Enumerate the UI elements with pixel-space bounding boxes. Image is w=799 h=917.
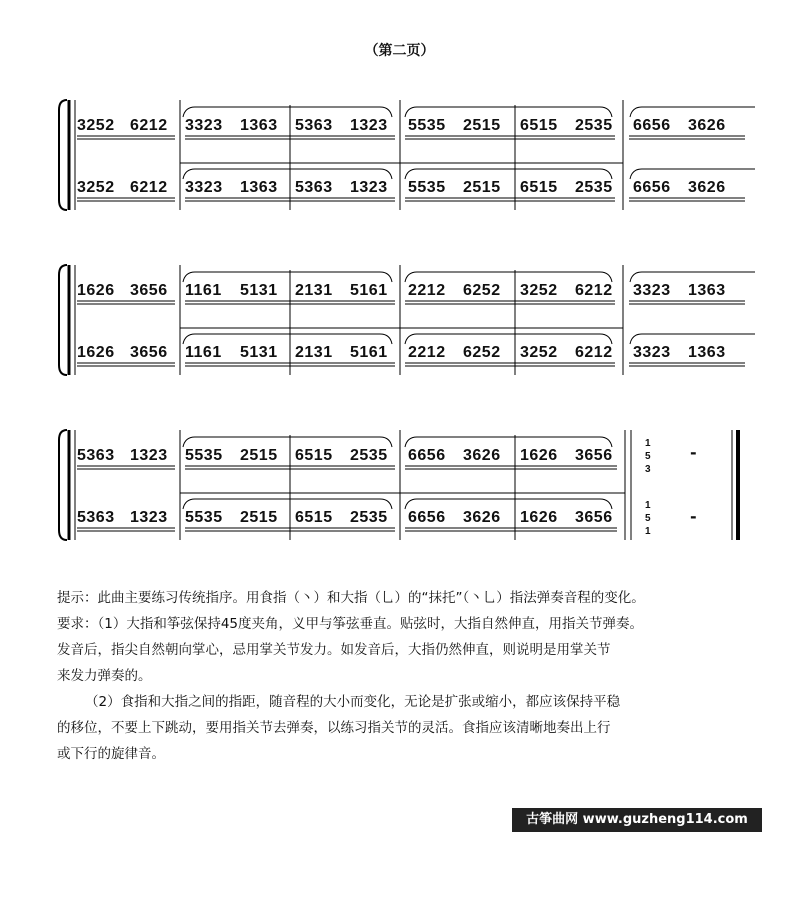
note-group: 3252 — [520, 344, 558, 361]
note-group: 5363 — [295, 179, 333, 196]
note-group: 1161 — [185, 282, 222, 299]
note-group: 2212 — [408, 344, 446, 361]
note-group: 6515 — [295, 509, 333, 526]
note-group: 6656 — [408, 509, 446, 526]
note-group: 1363 — [240, 179, 278, 196]
note-group: 1323 — [130, 509, 168, 526]
note-line: 的移位，不要上下跳动，要用指关节去弹奏，以练习指关节的灵活。食指应该清晰地奏出上行 — [57, 720, 611, 736]
staff-lines — [55, 95, 755, 215]
note-group: 3323 — [633, 344, 671, 361]
note-group: 5363 — [295, 117, 333, 134]
note-group: 6515 — [520, 179, 558, 196]
note-group: 3656 — [130, 344, 168, 361]
note-group: 2515 — [240, 447, 278, 464]
sustain-dash-bottom: - — [690, 507, 697, 526]
note-group: 6656 — [633, 117, 671, 134]
note-group: 1323 — [350, 179, 388, 196]
note-group: 6656 — [408, 447, 446, 464]
note-group: 1363 — [240, 117, 278, 134]
note-group: 3656 — [575, 509, 613, 526]
note-group: 2515 — [240, 509, 278, 526]
note-group: 1363 — [688, 344, 726, 361]
instruction-notes — [57, 585, 757, 767]
note-line: 发音后，指尖自然朝向掌心，忌用掌关节发力。如发音后，大指仍然伸直，则说明是用掌关节 — [57, 642, 611, 658]
note-group: 5131 — [240, 282, 278, 299]
note-group: 1323 — [130, 447, 168, 464]
note-group: 2212 — [408, 282, 446, 299]
note-group: 1626 — [520, 509, 558, 526]
note-group: 3626 — [463, 447, 501, 464]
note-group: 5363 — [77, 447, 115, 464]
note-group: 3656 — [130, 282, 168, 299]
note-group: 3252 — [77, 179, 115, 196]
note-group: 2535 — [575, 117, 613, 134]
note-group: 5131 — [240, 344, 278, 361]
note-line: （2）食指和大指之间的指距，随音程的大小而变化，无论是扩张或缩小，都应该保持平稳 — [85, 694, 621, 710]
site-watermark: 古筝曲网 www.guzheng114.com — [512, 808, 762, 832]
note-line: 来发力弹奏的。 — [57, 668, 152, 684]
note-line: 提示：此曲主要练习传统指序。用食指（丶）和大指（乚）的“抹托”（丶乚）指法弹奏音程的变化。 — [57, 590, 645, 606]
note-group: 5161 — [350, 344, 388, 361]
note-group: 6252 — [463, 344, 501, 361]
final-chord-bottom: 1 5 1 — [645, 500, 651, 537]
staff-lines — [55, 260, 755, 380]
note-group: 3252 — [520, 282, 558, 299]
note-group: 5535 — [185, 509, 223, 526]
note-group: 3323 — [633, 282, 671, 299]
note-group: 2515 — [463, 179, 501, 196]
note-group: 5535 — [408, 117, 446, 134]
note-line: 要求：（1）大指和筝弦保持45度夹角，义甲与筝弦垂直。贴弦时，大指自然伸直，用指关节弹奏。 — [57, 616, 644, 632]
note-group: 6515 — [520, 117, 558, 134]
note-group: 1626 — [520, 447, 558, 464]
note-line: 或下行的旋律音。 — [57, 746, 165, 762]
note-group: 2535 — [350, 509, 388, 526]
note-group: 5535 — [185, 447, 223, 464]
note-group: 5535 — [408, 179, 446, 196]
note-group: 2131 — [295, 282, 333, 299]
note-group: 5161 — [350, 282, 388, 299]
note-group: 1161 — [185, 344, 222, 361]
note-group: 3656 — [575, 447, 613, 464]
page-label: （第二页） — [364, 43, 435, 59]
note-group: 5363 — [77, 509, 115, 526]
note-group: 6656 — [633, 179, 671, 196]
note-group: 2131 — [295, 344, 333, 361]
note-group: 6212 — [575, 282, 613, 299]
note-group: 2535 — [350, 447, 388, 464]
note-group: 3626 — [688, 179, 726, 196]
note-group: 3323 — [185, 117, 223, 134]
note-group: 3323 — [185, 179, 223, 196]
note-group: 1323 — [350, 117, 388, 134]
note-group: 1626 — [77, 282, 115, 299]
note-group: 6252 — [463, 282, 501, 299]
note-group: 2535 — [575, 179, 613, 196]
note-group: 6212 — [130, 117, 168, 134]
score-system-1 — [55, 95, 755, 215]
note-group: 1626 — [77, 344, 115, 361]
score-system-2 — [55, 260, 755, 380]
note-group: 6212 — [130, 179, 168, 196]
note-group: 2515 — [463, 117, 501, 134]
note-group: 1363 — [688, 282, 726, 299]
score-system-3 — [55, 425, 755, 545]
sustain-dash-top: - — [690, 443, 697, 462]
note-group: 3626 — [463, 509, 501, 526]
note-group: 6515 — [295, 447, 333, 464]
note-group: 3626 — [688, 117, 726, 134]
final-chord-top: 1 5 3 — [645, 438, 651, 475]
note-group: 6212 — [575, 344, 613, 361]
note-group: 3252 — [77, 117, 115, 134]
